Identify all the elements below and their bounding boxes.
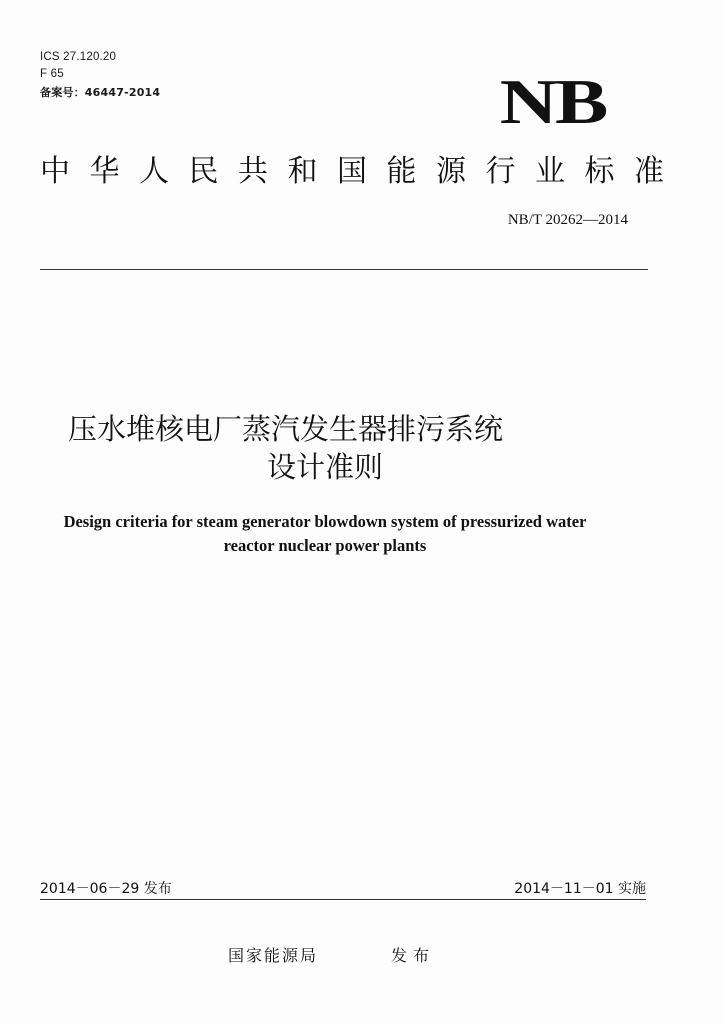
- document-title-en-line2: reactor nuclear power plants: [223, 536, 427, 555]
- header-divider: [40, 269, 648, 270]
- record-number: 备案号：46447-2014: [40, 86, 161, 99]
- implementation-date: 2014－11－01 实施: [514, 881, 646, 897]
- dates-divider: [40, 899, 646, 900]
- ics-code: ICS 27.120.20: [40, 51, 117, 63]
- issuing-authority: 国家能源局: [228, 946, 319, 965]
- issuing-action: 发布: [391, 946, 436, 965]
- nb-logo: NB: [499, 66, 606, 137]
- document-title-cn-line1: 压水堆核电厂蒸汽发生器排污系统: [68, 412, 504, 446]
- document-title-cn-line2: 设计准则: [266, 450, 383, 484]
- standard-category-title: 中华人民共和国能源行业标准: [40, 154, 684, 189]
- standard-number: NB/T 20262—2014: [507, 212, 628, 228]
- issue-date: 2014－06－29 发布: [40, 881, 172, 897]
- ccs-code: F 65: [40, 68, 64, 80]
- document-title-en-line1: Design criteria for steam generator blowdown system of pressurized water: [63, 512, 587, 531]
